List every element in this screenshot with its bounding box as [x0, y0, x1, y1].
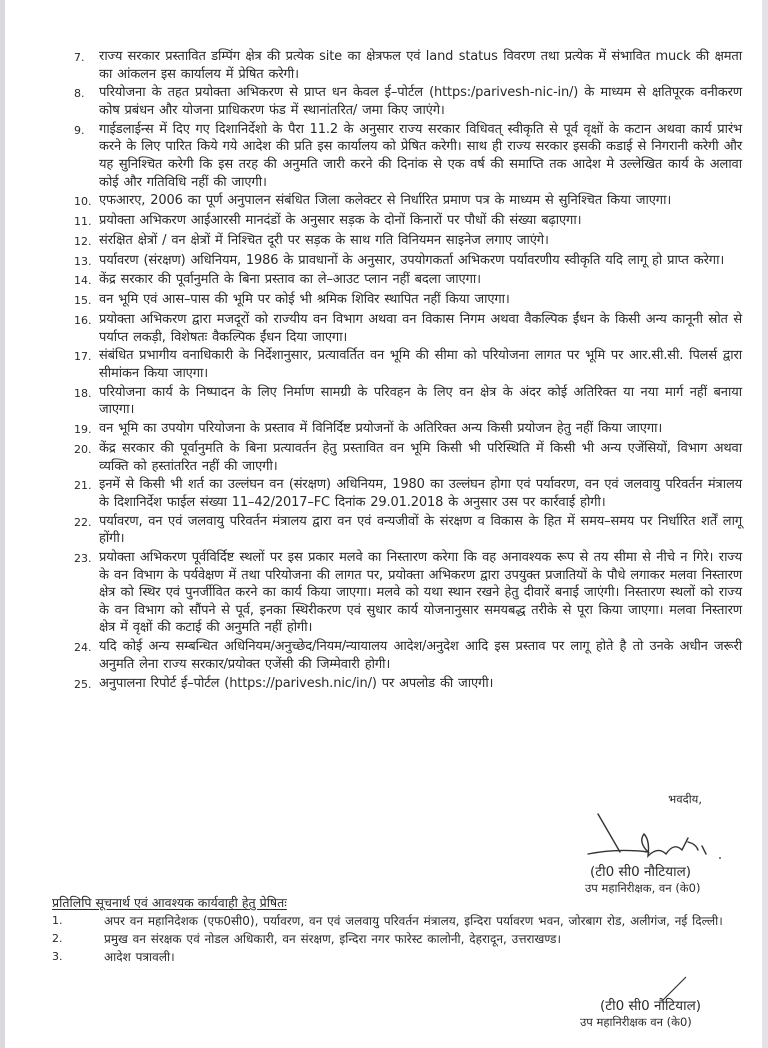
condition-number: 11.	[74, 215, 92, 229]
condition-text: पर्यावरण, वन एवं जलवायु परिवर्तन मंत्रालय द्वारा वन एवं वन्यजीवों के संरक्षण व विकास के हित में समय–समय पर निर्धारित शर्तें लागू होंगी।	[99, 513, 742, 547]
condition-number: 9.	[74, 123, 85, 137]
condition-number: 16.	[74, 314, 92, 327]
condition-item	[74, 549, 742, 637]
condition-item	[74, 675, 742, 694]
condition-text: प्रयोक्ता अभिकरण पूर्वविर्दिष्ट स्थलों पर इस प्रकार मलवे का निस्तारण करेगा कि वह अनावश्यक रूप से तय सीमा से नीचे न गिरे। राज्य के वन विभाग के पर्यवेक्षण में तथा परियोजना की लागत पर, प्रयोक्ता अभिकरण द्वारा उपयुक्त प्रजातियों के पौधे लगाकर मलवा निस्तारण क्षेत्र को स्थिर एवं पुनर्जीवित करने का कार्य किया जाएगा। मलवे को यथा स्थान रखने हेतु दीवारें बनाई जाएंगी। निस्तारण स्थलों को राज्य के वन विभाग को सौंपने से पूर्व, इनका स्थिरीकरण एवं सुधार कार्य योजनानुसार समयबद्ध तरीके से पूरा किया जाएगा। मलवा निस्तारण क्षेत्र में वृक्षों की कटाई की अनुमति नहीं होगी।	[99, 550, 742, 636]
signatory-name: (टी0 सी0 नौटियाल)	[590, 864, 691, 880]
condition-text: राज्य सरकार प्रस्तावित डम्पिंग क्षेत्र की प्रत्येक site का क्षेत्रफल एवं land status विवरण तथा प्रत्येक में संभावित muck की क्षमता का आंकलन इस कार्यालय में प्रेषित करेगी।	[99, 49, 742, 82]
condition-text: परियोजना के तहत प्रयोक्ता अभिकरण से प्राप्त धन केवल ई–पोर्टल (https:/parivesh-nic-in/) के माध्यम से क्षतिपूरक वनीकरण कोष प्रबंधन और योजना प्राधिकरण फंड में स्थानांतरित/ जमा किए जाएंगे।	[99, 85, 742, 118]
condition-item	[74, 84, 742, 119]
condition-number: 18.	[74, 386, 92, 400]
condition-number: 12.	[74, 234, 92, 248]
copy-to-number: 1.	[52, 914, 63, 927]
condition-text: एफआरए, 2006 का पूर्ण अनुपालन संबंधित जिला कलेक्टर से निर्धारित प्रमाण पत्र के माध्यम से सुनिश्चित किया जाएगा।	[99, 193, 672, 209]
condition-text: इनमें से किसी भी शर्त का उल्लंघन वन (संरक्षण) अधिनियम, 1980 का उल्लंघन होगा एवं पर्यावरण, वन एवं जलवायु परिवर्तन मंत्रालय के दिशानिर्देश फाईल संख्या 11–42/2017–FC दिनांक 29.01.2018 के अनुसार उस पर कार्रवाई होगी।	[99, 477, 742, 510]
closing-salutation: भवदीय,	[668, 792, 702, 806]
condition-text: वन भूमि एवं आस–पास की भूमि पर कोई भी श्रमिक शिविर स्थापित नहीं किया जाएगा।	[99, 292, 510, 308]
condition-number: 23.	[74, 552, 92, 566]
condition-item	[74, 192, 742, 211]
condition-item	[74, 252, 742, 271]
condition-number: 20.	[74, 442, 92, 456]
condition-number: 17.	[74, 350, 92, 364]
condition-item	[74, 420, 742, 439]
condition-text: यदि कोई अन्य सम्बन्धित अधिनियम/अनुच्छेद/नियम/न्यायालय आदेश/अनुदेश आदि इस प्रस्ताव पर लागू होते है तो उनके अधीन जरूरी अनुमति लेना राज्य सरकार/प्रयोक्त एजेंसी की जिम्मेवारी होगी।	[99, 639, 742, 672]
condition-number: 10.	[74, 195, 92, 209]
copy-to-item	[52, 931, 742, 948]
condition-number: 14.	[74, 274, 92, 288]
condition-text: संरक्षित क्षेत्रों / वन क्षेत्रों में निश्चित दूरी पर सड़क के साथ गति विनियमन साइनेज लगाए जाएंगे।	[99, 232, 549, 248]
copy-to-list	[52, 913, 742, 967]
condition-number: 21.	[74, 479, 92, 493]
condition-number: 22.	[74, 515, 92, 529]
condition-item	[74, 476, 742, 511]
condition-number: 13.	[74, 254, 92, 268]
copy-to-number: 2.	[52, 932, 63, 945]
condition-item	[74, 347, 742, 382]
condition-text: अनुपालना रिपोर्ट ई–पोर्टल (https://parivesh.nic/in/) पर अपलोड की जाएगी।	[99, 675, 494, 691]
condition-item	[74, 311, 742, 346]
copy-to-heading: प्रतिलिपि सूचनार्थ एवं आवश्यक कार्यवाही हेतु प्रेषितः	[52, 895, 287, 910]
condition-number: 25.	[74, 677, 92, 691]
copy-to-text: आदेश पत्रावली।	[104, 950, 175, 964]
signatory-2-title: उप महानिरीक्षक वन (के0)	[580, 1015, 692, 1029]
condition-item	[74, 232, 742, 251]
condition-number: 15.	[74, 294, 92, 308]
condition-item	[74, 291, 742, 310]
condition-item	[74, 440, 742, 475]
condition-text: केंद्र सरकार की पूर्वानुमति के बिना प्रत्यावर्तन हेतु प्रस्तावित वन भूमि किसी भी परिस्थिति में किसी भी अन्य एजेंसियों, विभाग अथवा व्यक्ति को हस्तांतरित नहीं की जाएगी।	[99, 440, 742, 474]
condition-item	[74, 121, 742, 191]
condition-number: 19.	[74, 423, 92, 437]
condition-text: प्रयोक्ता अभिकरण आईआरसी मानदंडों के अनुसार सड़क के दोनों किनारों पर पौधों की संख्या बढ़ाएगा।	[99, 213, 582, 229]
condition-number: 24.	[74, 641, 92, 655]
signatory-2-name: (टी0 सी0 नौटियाल)	[600, 998, 701, 1014]
condition-text: संबंधित प्रभागीय वनाधिकारी के निर्देशानुसार, प्रत्यावर्तित वन भूमि की सीमा को परियोजना लागत पर भूमि पर आर.सी.सी. पिलर्स द्वारा सीमांकन किया जाएगा।	[99, 348, 742, 381]
copy-to-text: अपर वन महानिदेशक (एफ0सी0), पर्यावरण, वन एवं जलवायु परिवर्तन मंत्रालय, इन्दिरा पर्यावरण भवन, जोरबाग रोड, अलीगंज, नई दिल्ली।	[104, 914, 723, 928]
signatory-title: उप महानिरीक्षक, वन (के0)	[585, 881, 701, 895]
copy-to-item	[52, 949, 742, 966]
copy-to-item	[52, 913, 742, 930]
condition-text: वन भूमि का उपयोग परियोजना के प्रस्ताव में विनिर्दिष्ट प्रयोजनों के अतिरिक्त अन्य किसी प्रयोजन हेतु नहीं किया जाएगा।	[99, 421, 663, 437]
page-right-edge	[762, 0, 768, 1048]
condition-item	[74, 384, 742, 419]
condition-item	[74, 271, 742, 290]
condition-number: 8.	[74, 87, 85, 101]
condition-item	[74, 513, 742, 548]
condition-item	[74, 638, 742, 673]
copy-to-number: 3.	[52, 950, 63, 963]
condition-text: गाईडलाईन्स में दिए गए दिशानिर्देशो के पैरा 11.2 के अनुसार राज्य सरकार विधिवत् स्वीकृति से पूर्व वृक्षों के कटान अथवा कार्य प्रारंभ करने के लिए पारित किये गये आदेश की प्रति इस कार्यालय को प्रेषित करेगी। साथ ही राज्य सरकार इसकी कडाई से निगरानी करेगी और यह सुनिश्चित करेगी कि इस तरह की अनुमति जारी करने की दिनांक से एक वर्ष की समाप्ति तक आदेश मे उल्लेखित कार्य के अलावा कोई और गतिविधि नहीं की जाएगी।	[99, 121, 742, 190]
condition-item	[74, 48, 742, 83]
copy-to-text: प्रमुख वन संरक्षक एवं नोडल अधिकारी, वन संरक्षण, इन्दिरा नगर फारेस्ट कालोनी, देहरादून, उत्तराखण्ड।	[104, 932, 562, 946]
conditions-list	[74, 48, 742, 694]
condition-item	[74, 212, 742, 231]
condition-text: प्रयोक्ता अभिकरण द्वारा मजदूरों को राज्यीय वन विभाग अथवा वन विकास निगम अथवा वैकल्पिक ईंधन के किसी अन्य कानूनी स्रोत से पर्याप्त लकड़ी, विशेषतः वैकल्पिक ईंधन दिया जाएगा।	[99, 312, 742, 345]
condition-text: केंद्र सरकार की पूर्वानुमति के बिना प्रस्ताव का ले–आउट प्लान नहीं बदला जाएगा।	[99, 272, 481, 288]
condition-text: पर्यावरण (संरक्षण) अधिनियम, 1986 के प्रावधानों के अनुसार, उपयोगकर्ता अभिकरण पर्यावरणीय स्वीकृति यदि लागू हो प्राप्त करेगा।	[99, 252, 725, 268]
condition-number: 7.	[74, 51, 85, 64]
condition-text: परियोजना कार्य के निष्पादन के लिए निर्माण सामग्री के परिवहन के लिए वन क्षेत्र के अंदर कोई अतिरिक्त या नया मार्ग नहीं बनाया जाएगा।	[99, 384, 742, 418]
